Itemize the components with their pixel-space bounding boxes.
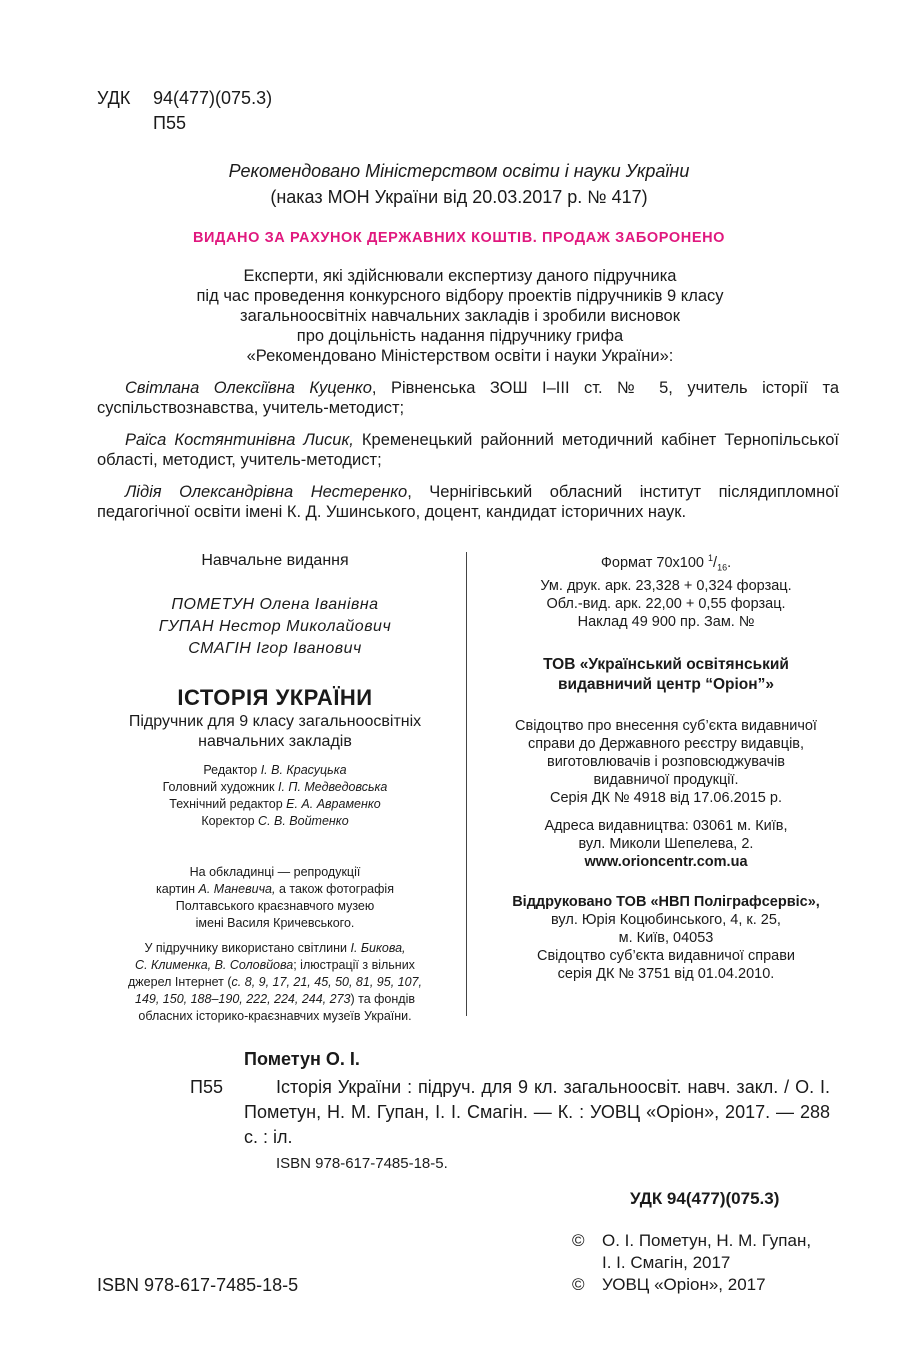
intro-line: «Рекомендовано Міністерством освіти і науки України»: [246, 347, 674, 365]
state-funded-notice: ВИДАНО ЗА РАХУНОК ДЕРЖАВНИХ КОШТІВ. ПРОДАЖ ЗАБОРОНЕНО [192, 230, 726, 246]
cover-line [95, 881, 455, 898]
print-sheets: Ум. друк. арк. 23,328 + 0,324 форзац. [540, 577, 792, 594]
recommendation-text: Рекомендовано Міністерством освіти і науки України [228, 161, 690, 181]
printer-info [480, 893, 852, 983]
credits-pages: 149, 150, 188–190, 222, 224, 244, 273 [135, 992, 351, 1006]
format-slash: / [713, 554, 718, 571]
credits-line [95, 957, 455, 974]
editorial-staff [95, 762, 455, 830]
publisher-address [480, 817, 852, 871]
certificate-line: видавничої продукції. [593, 771, 739, 788]
credits-text: У підручнику використано світлини [144, 941, 351, 955]
intro-line: Експерти, які здійснювали експертизу даного підручника [243, 267, 677, 285]
credits-text: ; ілюстрації з вільних [293, 958, 415, 972]
credits-line: обласних історико-краєзнавчих музеїв України. [138, 1009, 412, 1023]
udk-header [97, 86, 272, 136]
copyright-row [572, 1252, 811, 1274]
copyright-icon [572, 1252, 602, 1274]
format-line [480, 549, 852, 577]
publisher-certificate [480, 717, 852, 807]
intro-line: загальноосвітніх навчальних закладів і зробили висновок [240, 307, 680, 325]
cover-artist: А. Маневича, [198, 882, 276, 896]
cip-description: Історія України : підруч. для 9 кл. загальноосвіт. навч. закл. / О. І. Пометун, Н. М. Гупан, І. І. Смагін. — К. : УОВЦ «Оріон», 2017. — 288 с. : іл. [244, 1077, 830, 1147]
credits-line [95, 991, 455, 1008]
cip-author-sign: П55 [190, 1077, 223, 1097]
printer-name: Віддруковано ТОВ «НВП Поліграфсервіс», [512, 893, 820, 910]
book-title: ІСТОРІЯ УКРАЇНИ [177, 685, 373, 710]
imprint-right-column [480, 549, 852, 983]
credits-line [95, 940, 455, 957]
staff-name: І. П. Медведовська [277, 780, 388, 794]
author-name: СМАГІН Ігор Іванович [188, 640, 362, 657]
ministry-recommendation [0, 158, 918, 210]
certificate-line: справи до Державного реєстру видавців, [527, 735, 805, 752]
staff-role: Коректор [201, 814, 259, 828]
intro-line: під час проведення конкурсного відбору проектів підручників 9 класу [196, 287, 724, 305]
author-name: ГУПАН Нестор Миколайович [158, 618, 392, 635]
publisher-line: видавничий центр “Оріон”» [558, 675, 774, 693]
staff-row [95, 796, 455, 813]
edition-type: Навчальне видання [201, 552, 349, 569]
copyright-row [572, 1274, 811, 1296]
expert-entry [97, 378, 839, 418]
copyright-row [572, 1230, 811, 1252]
certificate-line: Свідоцтво про внесення суб’єкта видавничої [515, 717, 817, 734]
publisher-line: ТОВ «Український освітянський [543, 655, 789, 673]
authors-list [95, 594, 455, 660]
copyright-icon: © [572, 1231, 585, 1250]
printer-line: м. Київ, 04053 [618, 929, 714, 946]
printer-line: вул. Юрія Коцюбинського, 4, к. 25, [551, 911, 781, 928]
publisher-name [480, 655, 852, 695]
book-subtitle [95, 712, 455, 752]
cover-text: картин [156, 882, 199, 896]
expert-info: , Чернігівський обласний інститут післядипломної педагогічної освіти імені К. Д. Ушинського, доцент, кандидат історичних наук. [97, 483, 839, 521]
printer-line: Свідоцтво суб’єкта видавничої справи [536, 947, 795, 964]
cover-text: а також фотографія [275, 882, 394, 896]
staff-role: Технічний редактор [169, 797, 287, 811]
udk-code: 94(477)(075.3) [153, 88, 273, 108]
address-line: вул. Миколи Шепелева, 2. [578, 835, 754, 852]
copyright-holder: І. І. Смагін, 2017 [602, 1253, 731, 1272]
experts-intro [120, 266, 800, 366]
staff-role: Редактор [203, 763, 261, 777]
expert-name: Раїса Костянтинівна Лисик, [125, 431, 354, 449]
credits-pages: с. 8, 9, 17, 21, 45, 50, 81, 95, 107, [231, 975, 422, 989]
staff-name: І. В. Красуцька [260, 763, 347, 777]
expert-info: Кременецький районний методичний кабінет Тернопільської області, методист, учитель-методист; [97, 431, 839, 469]
staff-row [95, 779, 455, 796]
ministry-order: (наказ МОН України від 20.03.2017 р. № 417) [270, 187, 648, 207]
subtitle-line: навчальних закладів [198, 733, 352, 750]
credits-text: ) та фондів [350, 992, 415, 1006]
cover-line: імені Василя Кричевського. [195, 916, 355, 930]
certificate-line: Серія ДК № 4918 від 17.06.2015 р. [550, 789, 782, 806]
credits-person: С. Клименка, В. Соловйова [135, 958, 294, 972]
staff-name: С. В. Войтенко [258, 814, 349, 828]
publisher-website: www.orioncentr.com.ua [584, 853, 748, 870]
staff-role: Головний художник [162, 780, 278, 794]
intro-line: про доцільність надання підручнику грифа [296, 327, 624, 345]
expert-info: , Рівненська ЗОШ І–ІІІ ст. № 5, учитель історії та суспільствознавства, учитель-методист; [97, 379, 839, 417]
author-sign-code: П55 [153, 113, 186, 133]
address-line: Адреса видавництва: 03061 м. Київ, [544, 817, 788, 834]
format-numerator: 1 [708, 553, 714, 563]
subtitle-line: Підручник для 9 класу загальноосвітніх [128, 713, 422, 730]
format-end: . [727, 554, 732, 571]
certificate-line: виготовлювачів і розповсюджувачів [546, 753, 786, 770]
cover-note [95, 864, 455, 932]
photo-credits [95, 940, 455, 1025]
printer-line: серія ДК № 3751 від 01.04.2010. [557, 965, 775, 982]
format-text: Формат 70х100 [600, 554, 709, 571]
cip-author: Пометун О. І. [244, 1049, 360, 1069]
column-divider [466, 552, 467, 1016]
isbn-footer: ISBN 978-617-7485-18-5 [97, 1275, 299, 1295]
udk-footer: УДК 94(477)(075.3) [630, 1189, 780, 1208]
cover-line: На обкладинці — репродукції [189, 865, 361, 879]
cip-isbn: ISBN 978-617-7485-18-5. [276, 1155, 448, 1172]
expert-name: Світлана Олексіївна Куценко [125, 379, 372, 397]
imprint-left-column [95, 550, 455, 1025]
credits-person: І. Бикова, [350, 941, 406, 955]
author-name: ПОМЕТУН Олена Іванівна [171, 596, 379, 613]
copyright-block [572, 1230, 811, 1296]
udk-label: УДК [97, 88, 131, 108]
format-denominator: 16 [717, 562, 728, 573]
credits-text: джерел Інтернет ( [128, 975, 232, 989]
credits-line [95, 974, 455, 991]
expert-entry [97, 430, 839, 470]
expert-name: Лідія Олександрівна Нестеренко [125, 483, 408, 501]
print-run: Наклад 49 900 пр. Зам. № [577, 613, 755, 630]
copyright-icon: © [572, 1275, 585, 1294]
staff-row [95, 813, 455, 830]
staff-row [95, 762, 455, 779]
copyright-holder: О. І. Пометун, Н. М. Гупан, [602, 1231, 812, 1250]
expert-entry [97, 482, 839, 522]
copyright-holder: УОВЦ «Оріон», 2017 [602, 1275, 766, 1294]
staff-name: Е. А. Авраменко [286, 797, 381, 811]
cover-line: Полтавського краєзнавчого музею [175, 899, 375, 913]
publisher-sheets: Обл.-вид. арк. 22,00 + 0,55 форзац. [546, 595, 786, 612]
